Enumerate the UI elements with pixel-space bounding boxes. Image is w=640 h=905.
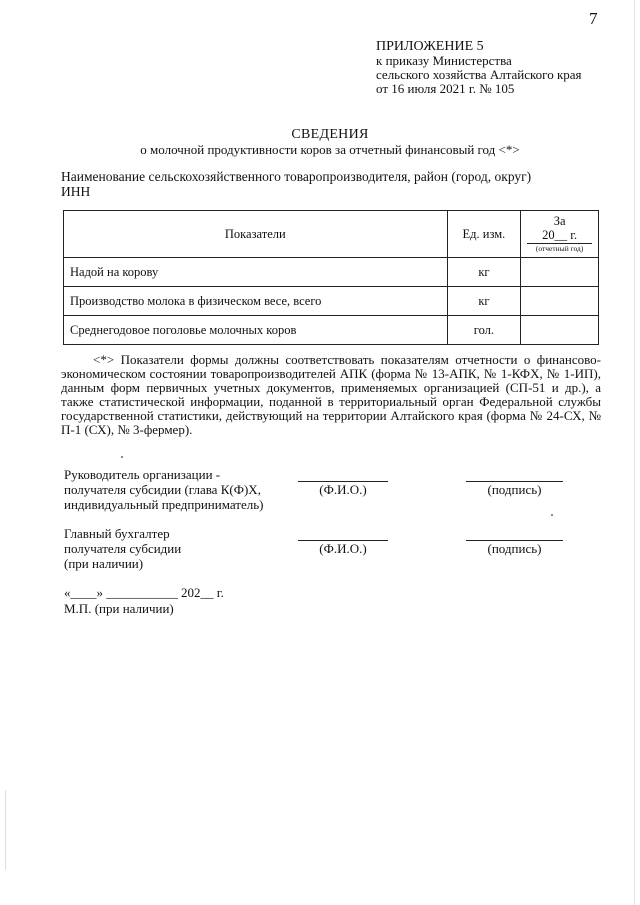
row-indicator: Среднегодовое поголовье молочных коров	[64, 316, 448, 345]
stamp-line: М.П. (при наличии)	[64, 601, 174, 616]
table-header-row	[64, 211, 599, 258]
row-indicator: Надой на корову	[64, 258, 448, 287]
footnote	[61, 353, 601, 437]
accountant-sign-caption: (подпись)	[487, 541, 542, 556]
header-unit: Ед. изм.	[447, 211, 521, 258]
accountant-label-line1: Главный бухгалтер	[64, 526, 170, 541]
row-value-cell[interactable]	[521, 316, 599, 345]
accountant-label-line3: (при наличии)	[64, 556, 144, 571]
accountant-signature-label	[64, 526, 181, 571]
row-unit: кг	[447, 258, 521, 287]
head-fio-caption: (Ф.И.О.)	[319, 482, 367, 497]
header-indicators: Показатели	[64, 211, 448, 258]
accountant-label-line2: получателя субсидии	[64, 541, 182, 556]
head-label-line1: Руководитель организации -	[64, 467, 221, 482]
appendix-title: ПРИЛОЖЕНИЕ 5	[376, 39, 484, 54]
scan-speck	[551, 514, 553, 516]
header-year-for: За	[553, 214, 566, 228]
row-unit: кг	[447, 287, 521, 316]
appendix-block	[376, 40, 582, 96]
document-title: СВЕДЕНИЯ	[291, 127, 369, 142]
inn-line: ИНН	[61, 184, 91, 199]
appendix-line-date: от 16 июля 2021 г. № 105	[376, 81, 515, 96]
table-row	[64, 258, 599, 287]
appendix-line-ministry: сельского хозяйства Алтайского края	[376, 67, 582, 82]
footnote-text: <*> Показатели формы должны соответствовать показателям отчетности о финансово-экономическом состоянии товаропроизводителей АПК (форма № 13-АПК, № 1-КФХ, № 1-ИП), данным форм первичных учетных документов, применяемых организацией (СП-51 и др.), а также статистической информации, поданной в территориальный орган Федеральной службы государственной статистики, действующий на территории Алтайского края (форма № 24-СХ, № П-1 (СХ), № 3-фермер).	[61, 352, 601, 437]
accountant-fio-caption: (Ф.И.О.)	[319, 541, 367, 556]
scan-edge-mark	[5, 790, 6, 870]
appendix-line-order: к приказу Министерства	[376, 53, 512, 68]
page-number: 7	[589, 9, 598, 28]
head-label-line3: индивидуальный предприниматель)	[64, 497, 264, 512]
header-year-caption: (отчетный год)	[527, 243, 592, 253]
row-value-cell[interactable]	[521, 287, 599, 316]
indicators-table	[63, 210, 599, 345]
head-sign-caption: (подпись)	[487, 482, 542, 497]
date-line: «____» ___________ 202__ г.	[64, 585, 224, 600]
head-label-line2: получателя субсидии (глава К(Ф)Х,	[64, 482, 261, 497]
scan-speck	[121, 456, 123, 458]
document-subtitle: о молочной продуктивности коров за отчетный финансовый год <*>	[140, 142, 520, 157]
header-year-value: 20__ г.	[542, 228, 578, 242]
row-indicator: Производство молока в физическом весе, всего	[64, 287, 448, 316]
table-row	[64, 287, 599, 316]
table-row	[64, 316, 599, 345]
header-year	[521, 211, 599, 258]
row-value-cell[interactable]	[521, 258, 599, 287]
head-signature-label	[64, 467, 264, 512]
row-unit: гол.	[447, 316, 521, 345]
producer-name-line: Наименование сельскохозяйственного товаропроизводителя, район (город, округ)	[61, 169, 532, 184]
